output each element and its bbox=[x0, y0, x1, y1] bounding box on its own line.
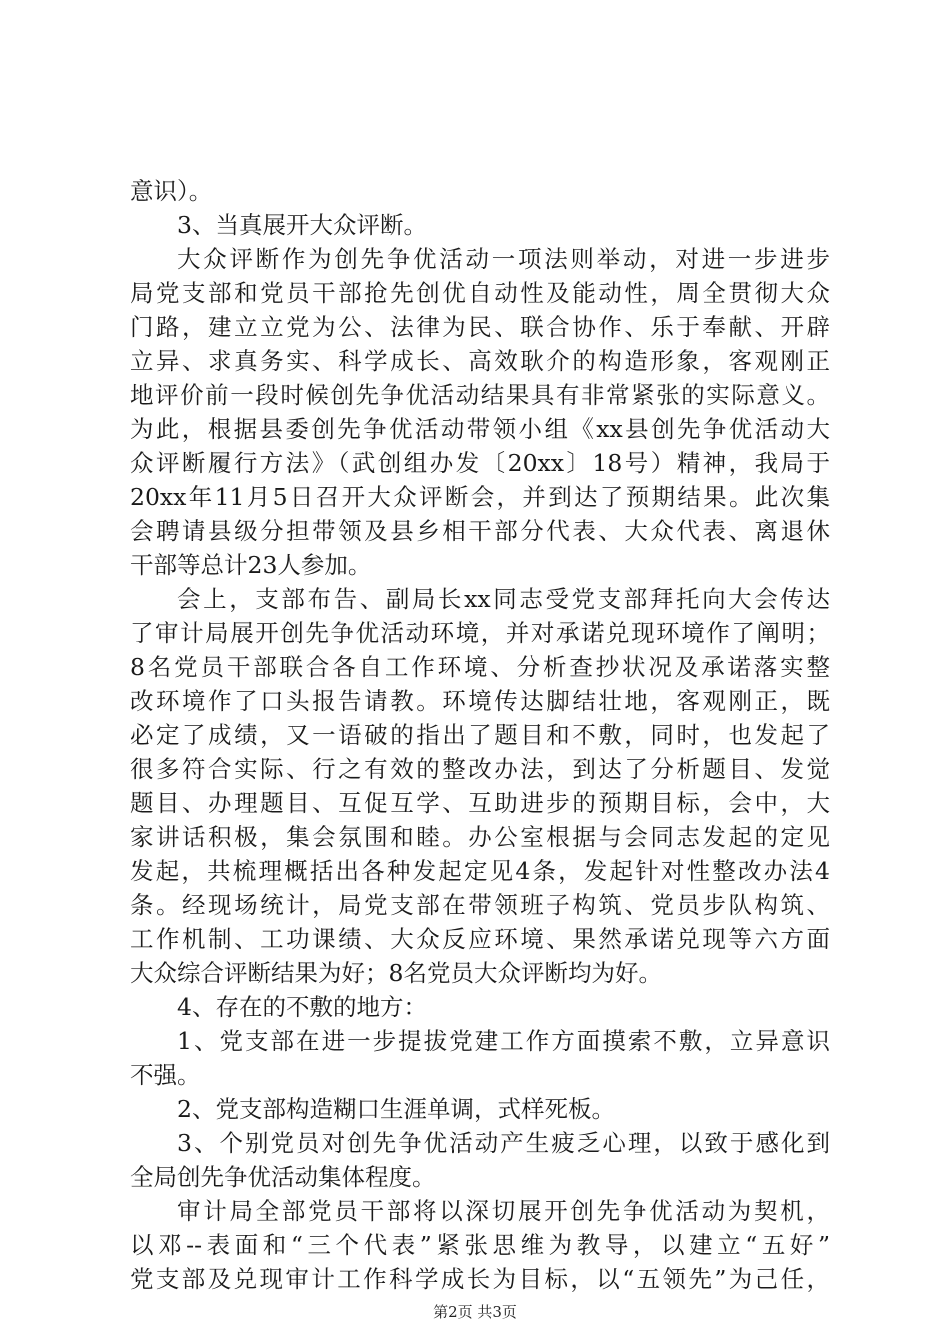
text-line: 了审计局展开创先争优活动环境，并对承诺兑现环境作了阐明； bbox=[130, 619, 830, 647]
text-line: 门路，建立立党为公、法律为民、联合协作、乐于奉献、开辟 bbox=[130, 313, 830, 341]
text-line: 题目、办理题目、互促互学、互助进步的预期目标，会中，大 bbox=[130, 789, 830, 817]
text-line: 2、党支部构造糊口生涯单调，式样死板。 bbox=[177, 1095, 615, 1123]
document-body bbox=[130, 174, 830, 1296]
text-line: 8名党员干部联合各自工作环境、分析查抄状况及承诺落实整 bbox=[130, 653, 830, 681]
text-line: 工作机制、工功课绩、大众反应环境、果然承诺兑现等六方面 bbox=[130, 925, 830, 953]
text-line: 意识）。 bbox=[130, 177, 213, 205]
text-line: 大众综合评断结果为好；8名党员大众评断均为好。 bbox=[130, 959, 662, 987]
text-line: 以邓--表面和“三个代表”紧张思维为教导，以建立“五好” bbox=[130, 1231, 830, 1259]
text-line: 3、当真展开大众评断。 bbox=[177, 211, 427, 239]
text-line: 会上，支部布告、副局长xx同志受党支部拜托向大会传达 bbox=[177, 585, 830, 613]
text-line: 为此，根据县委创先争优活动带领小组《xx县创先争优活动大 bbox=[130, 415, 830, 443]
text-line: 家讲话积极，集会氛围和睦。办公室根据与会同志发起的定见 bbox=[130, 823, 830, 851]
text-line: 4、存在的不敷的地方： bbox=[177, 993, 427, 1021]
text-line: 3、个别党员对创先争优活动产生疲乏心理，以致于感化到 bbox=[177, 1129, 830, 1157]
text-line: 地评价前一段时候创先争优活动结果具有非常紧张的实际意义。 bbox=[130, 381, 830, 409]
text-line: 改环境作了口头报告请教。环境传达脚结壮地，客观刚正，既 bbox=[130, 687, 830, 715]
text-line: 很多符合实际、行之有效的整改办法，到达了分析题目、发觉 bbox=[130, 755, 830, 783]
text-line: 20xx年11月5日召开大众评断会，并到达了预期结果。此次集 bbox=[130, 483, 830, 511]
text-line: 党支部及兑现审计工作科学成长为目标，以“五领先”为己任， bbox=[130, 1265, 830, 1293]
text-line: 条。经现场统计，局党支部在带领班子构筑、党员步队构筑、 bbox=[130, 891, 830, 919]
text-line: 干部等总计23人参加。 bbox=[130, 551, 372, 579]
text-line: 大众评断作为创先争优活动一项法则举动，对进一步进步 bbox=[177, 245, 830, 273]
text-line: 不强。 bbox=[130, 1061, 201, 1089]
text-line: 全局创先争优活动集体程度。 bbox=[130, 1163, 436, 1191]
text-line: 发起，共梳理概括出各种发起定见4条，发起针对性整改办法4 bbox=[130, 857, 830, 885]
text-line: 立异、求真务实、科学成长、高效耿介的构造形象，客观刚正 bbox=[130, 347, 830, 375]
text-line: 众评断履行方法》（武创组办发〔20xx〕18号）精神，我局于 bbox=[130, 449, 830, 477]
page-footer: 第2页 共3页 bbox=[433, 1303, 517, 1321]
text-line: 1、党支部在进一步提拔党建工作方面摸索不敷，立异意识 bbox=[177, 1027, 830, 1055]
text-line: 会聘请县级分担带领及县乡相干部分代表、大众代表、离退休 bbox=[130, 517, 830, 545]
text-line: 必定了成绩，又一语破的指出了题目和不敷，同时，也发起了 bbox=[130, 721, 830, 749]
text-line: 局党支部和党员干部抢先创优自动性及能动性，周全贯彻大众 bbox=[130, 279, 830, 307]
text-line: 审计局全部党员干部将以深切展开创先争优活动为契机， bbox=[177, 1197, 830, 1225]
